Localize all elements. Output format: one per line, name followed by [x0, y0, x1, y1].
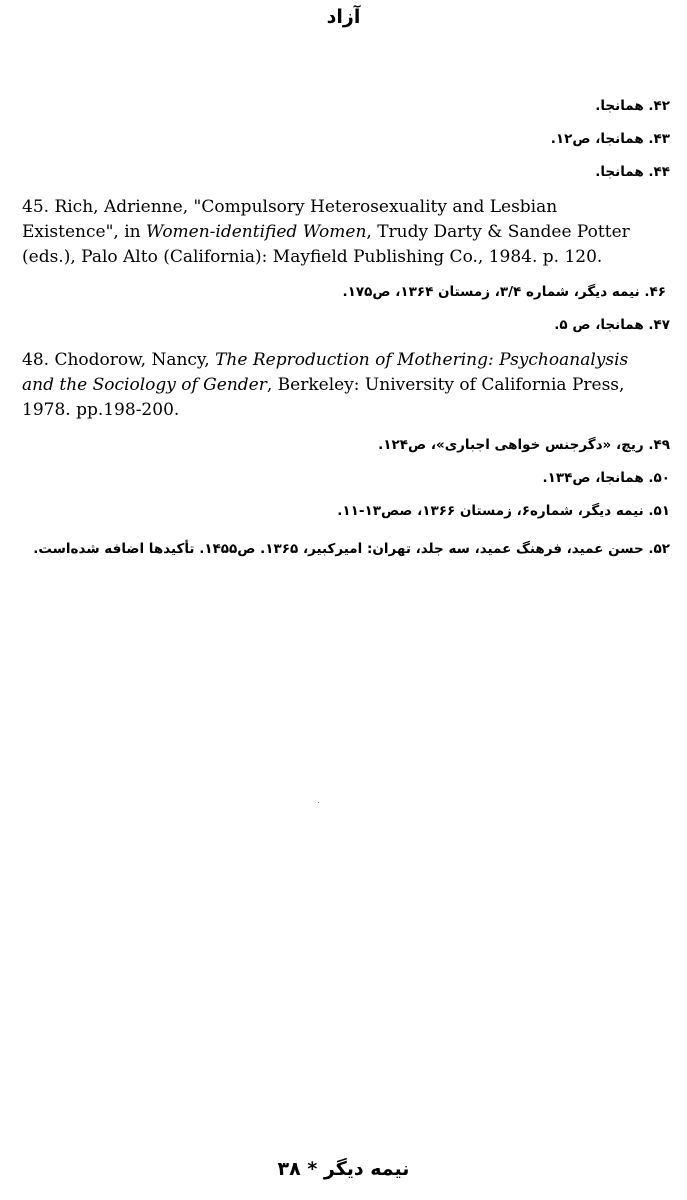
scan-speck — [318, 802, 319, 803]
note-51: ۵۱. نیمه دیگر، شماره۶، زمستان ۱۳۶۶، صص۱۳-۱۱. — [337, 503, 670, 519]
note-42: ۴۲. همانجا. — [595, 98, 670, 114]
note-45-text: 45. Rich, Adrienne, "Compulsory Heterosexuality and Lesbian Existence", in — [22, 197, 558, 242]
note-45 — [22, 195, 672, 270]
page-footer: نیمه دیگر * ۳۸ — [277, 1158, 410, 1180]
note-48 — [22, 348, 672, 423]
note-47: ۴۷. همانجا، ص ۵. — [554, 317, 670, 333]
note-44: ۴۴. همانجا. — [595, 164, 670, 180]
note-43: ۴۳. همانجا، ص۱۲. — [550, 131, 670, 147]
note-48-publication: , Berkeley: University of California Press, 1978. pp.198-200. — [22, 375, 625, 420]
note-49: ۴۹. ریچ، «دگرجنس خواهی اجباری»، ص۱۲۴. — [378, 437, 670, 453]
note-46: ۴۶. نیمه دیگر، شماره ۳/۴، زمستان ۱۳۶۴، ص۱۷۵. — [342, 284, 666, 300]
note-45-publication: , Trudy Darty & Sandee Potter (eds.), Palo Alto (California): Mayfield Publishing Co., 1984. p. 120. — [22, 222, 630, 267]
notes-list — [22, 96, 672, 577]
note-45-title: Women-identified Women — [146, 222, 367, 242]
note-48-title: The Reproduction of Mothering: Psychoanalysis and the Sociology of Gender — [22, 350, 629, 395]
page-header: آزاد — [326, 6, 361, 28]
note-48-text: 48. Chodorow, Nancy, — [22, 350, 216, 370]
note-50: ۵۰. همانجا، ص۱۳۴. — [542, 470, 670, 486]
note-52: ۵۲. حسن عمید، فرهنگ عمید، سه جلد، تهران: امیرکبیر، ۱۳۶۵. ص۱۴۵۵. تأکیدها اضافه شده‌است. — [33, 541, 670, 557]
